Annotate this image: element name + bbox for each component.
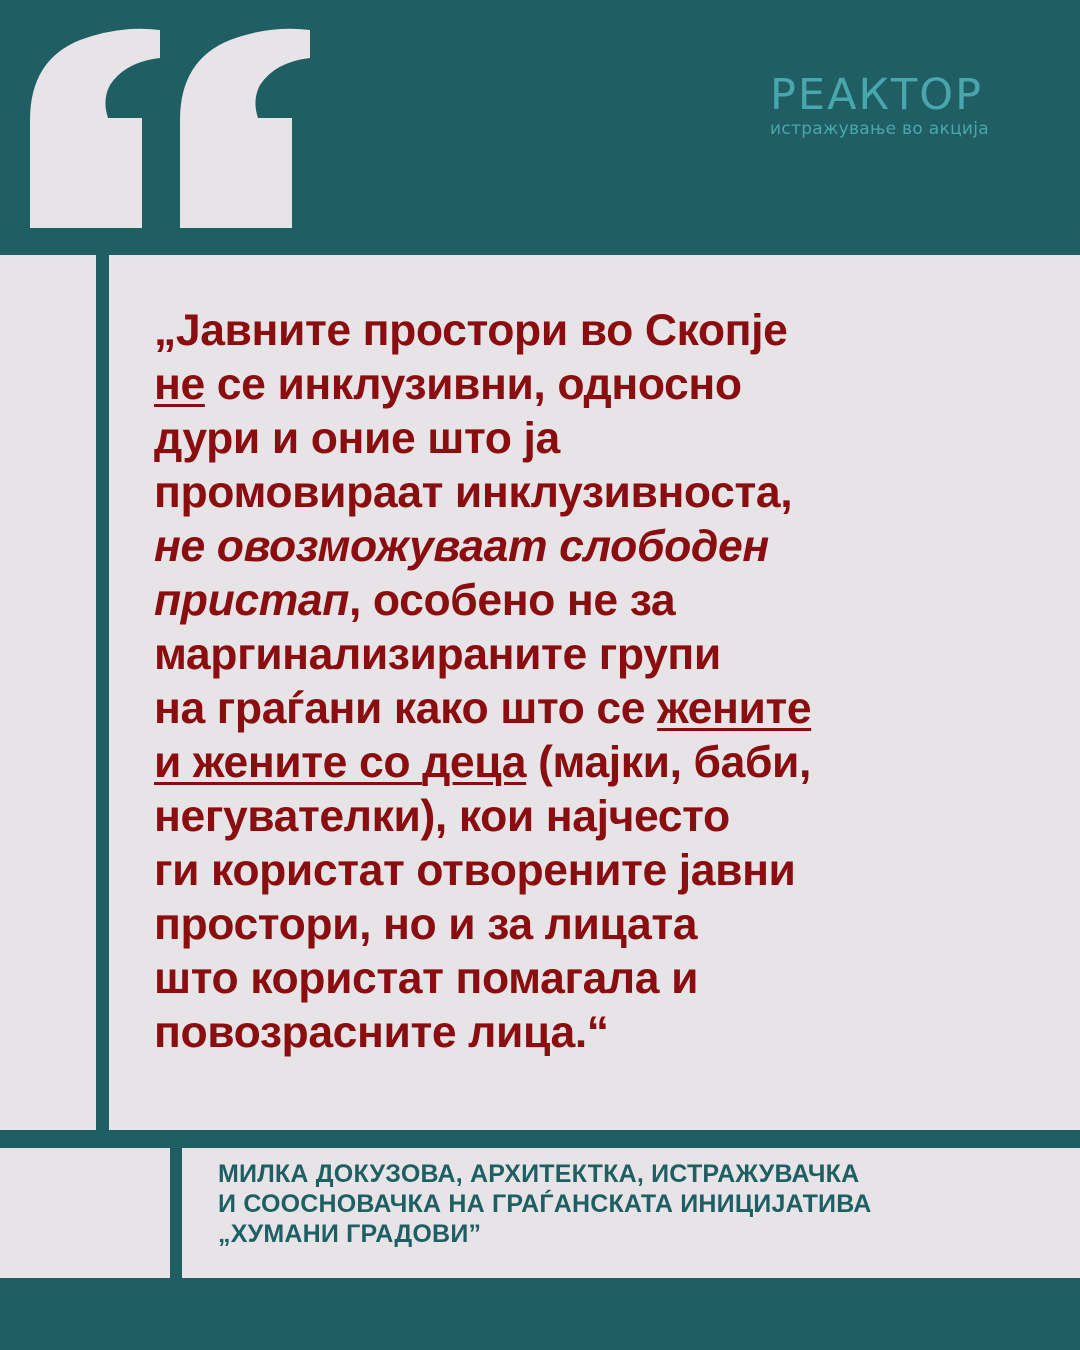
quote-line: „Јавните простори во Скопје — [154, 306, 788, 355]
quote-line — [154, 574, 1034, 628]
quote-text — [154, 304, 1034, 1060]
quote-line-text: , особено не за — [349, 576, 676, 625]
logo-wordmark: РЕАКТОР — [770, 70, 984, 120]
emphasis-underline: и жените со — [154, 738, 423, 787]
quote-line-text: се инклузивни, односно — [204, 360, 742, 409]
quote-line-text: на граѓани како што се — [154, 684, 658, 733]
attribution-line: „ХУМАНИ ГРАДОВИ” — [218, 1220, 482, 1248]
footer-left-block — [0, 1148, 170, 1278]
quote-line: што користат помагала и — [154, 954, 699, 1003]
emphasis-underline: жените — [657, 684, 812, 733]
quote-line: простори, но и за лицата — [154, 900, 698, 949]
quote-line: ги користат отворените јавни — [154, 846, 796, 895]
quote-line: повозрасните лица.“ — [154, 1008, 609, 1057]
emphasis-underline: деца — [422, 738, 527, 787]
quote-line: дури и оние што ја — [154, 414, 560, 463]
attribution-box — [182, 1148, 1080, 1278]
quotation-mark-icon — [10, 0, 330, 250]
logo-tagline: истражување во акција — [770, 119, 990, 139]
quote-line — [154, 358, 1034, 412]
attribution-line: МИЛКА ДОКУЗОВА, АРХИТЕКТКА, ИСТРАЖУВАЧКА — [218, 1160, 860, 1188]
quote-line: маргинализираните групи — [154, 630, 721, 679]
quote-line: негувателки), кои најчесто — [154, 792, 730, 841]
attribution-text — [218, 1159, 1078, 1249]
quote-line — [154, 736, 1034, 790]
attribution-line: И СООСНОВАЧКА НА ГРАЃАНСКАТА ИНИЦИЈАТИВА — [218, 1190, 872, 1218]
emphasis-italic: не овозможуваат слободен — [154, 522, 769, 571]
emphasis-underline: не — [154, 360, 205, 409]
emphasis-italic: пристап — [154, 576, 349, 625]
quote-line — [154, 520, 1034, 574]
vertical-divider — [96, 255, 109, 1135]
quote-line-text: (мајки, баби, — [526, 738, 811, 787]
quote-line: промовираат инклузивноста, — [154, 468, 793, 517]
quote-line — [154, 682, 1034, 736]
reaktor-logo — [770, 70, 1030, 139]
